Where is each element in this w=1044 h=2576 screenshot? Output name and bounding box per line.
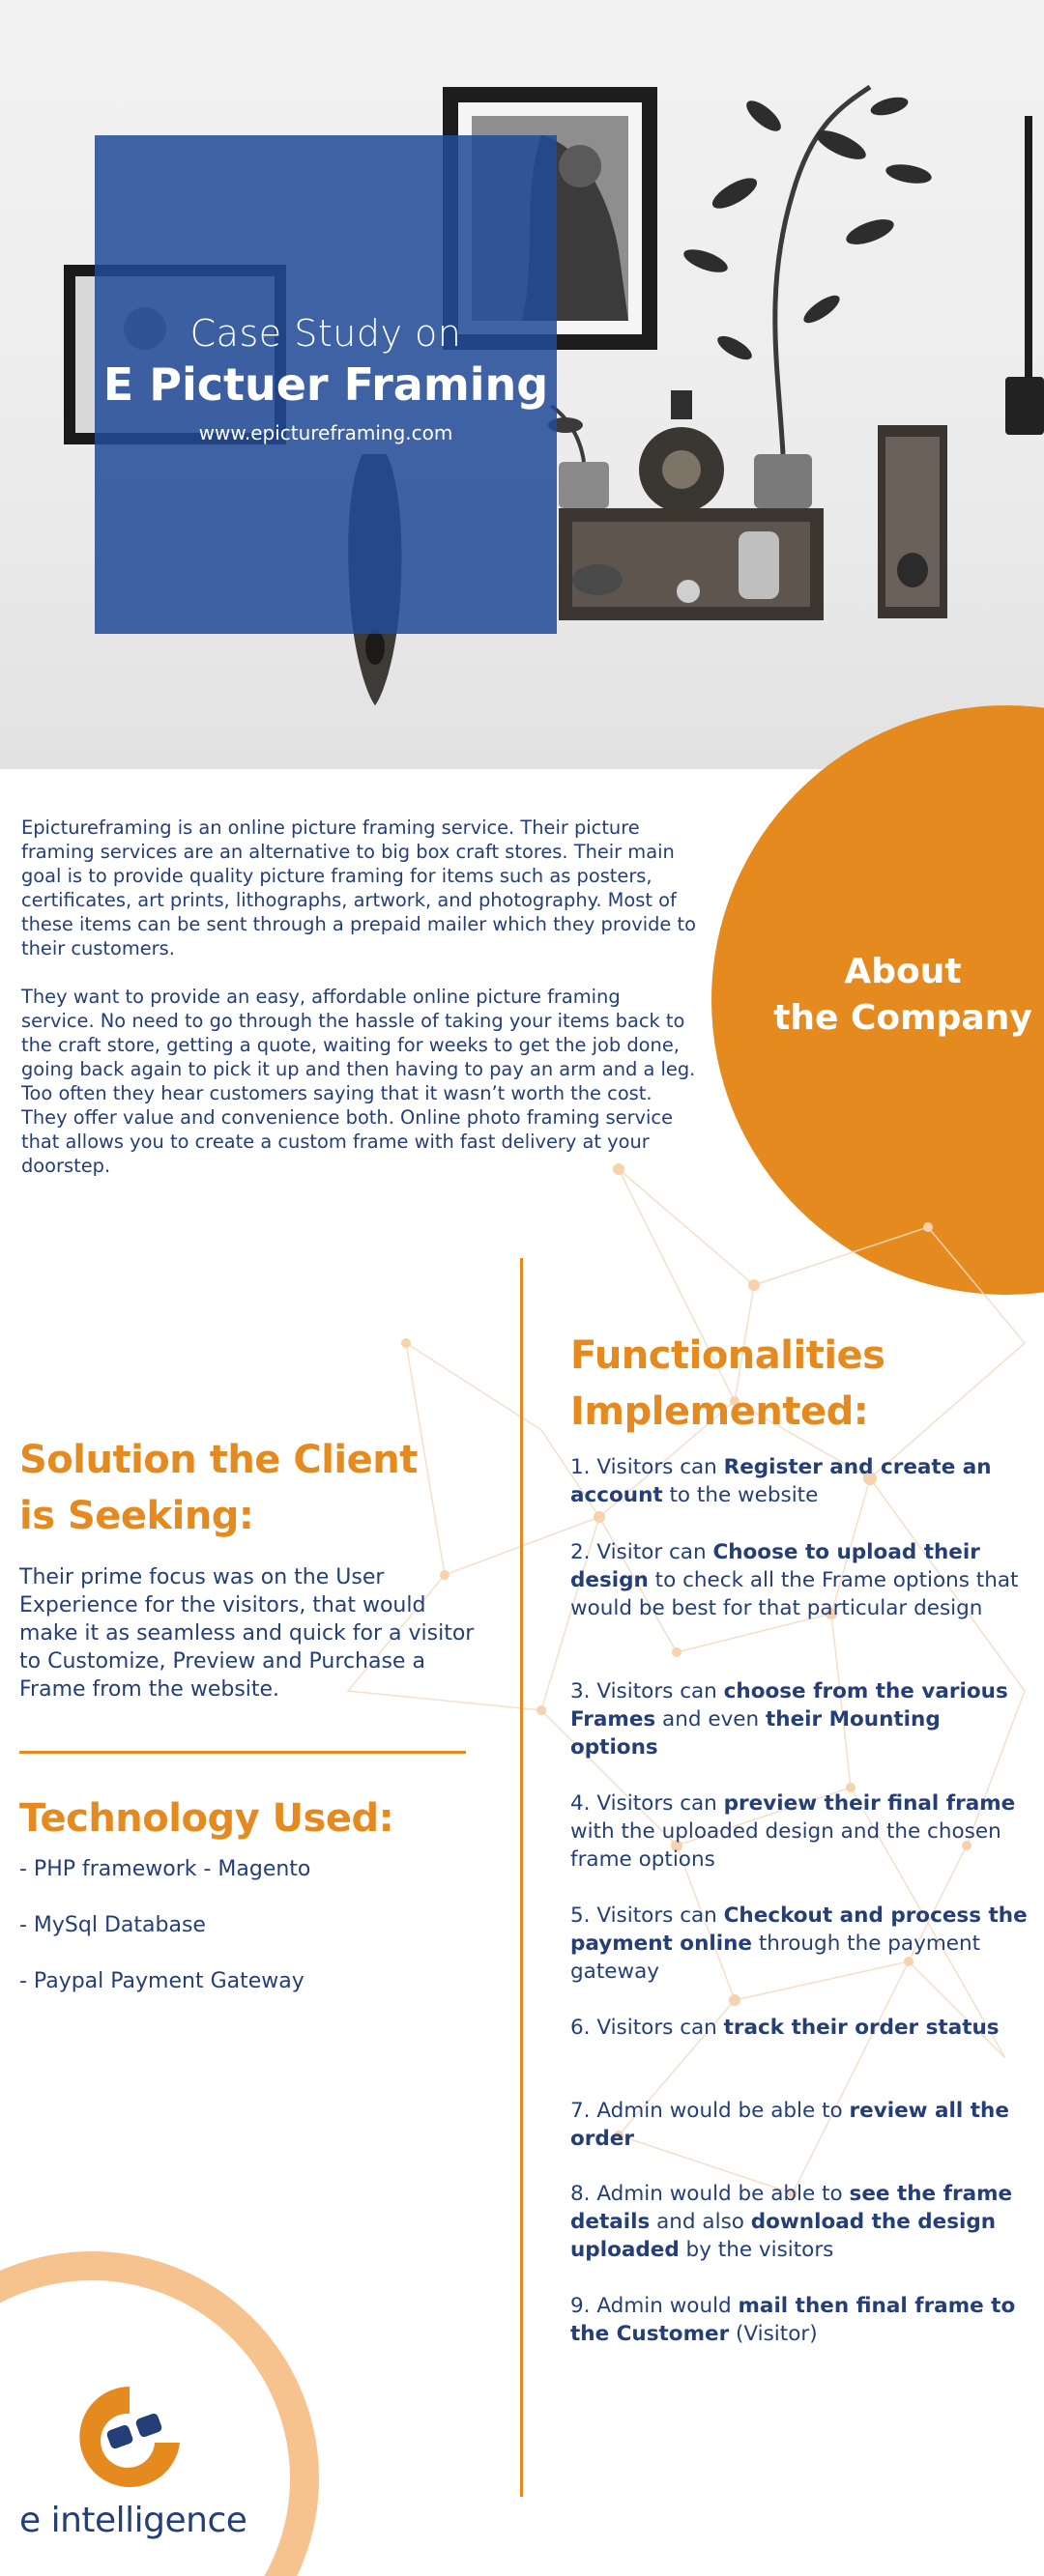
functionality-highlight: preview their final frame	[723, 1791, 1016, 1816]
about-heading	[762, 949, 1044, 1042]
functionality-text: and also	[650, 2210, 751, 2234]
functionality-text: to the website	[662, 1483, 819, 1507]
functionality-item	[570, 2014, 1034, 2042]
functionality-item	[570, 2180, 1034, 2264]
functionality-text: 3. Visitors can	[570, 1679, 724, 1703]
functionality-text: 8. Admin would be able to	[570, 2182, 850, 2206]
technology-item: - MySql Database	[19, 1913, 206, 1937]
decorative-vase	[639, 390, 724, 512]
about-paragraph-1: Epictureframing is an online picture framing service. Their picture framing services are an alternative to big box craft stores. Their main goal is to provide quality picture framing for items such as posters, certificates, art prints, lithographs, artwork, and photography. Most of these items can be sent through a prepaid mailer which they provide to their customers.	[21, 816, 696, 959]
solution-body: Their prime focus was on the User Experience for the visitors, that would make it as seamless and quick for a visitor to Customize, Preview and Purchase a Frame from the website.	[19, 1565, 475, 1702]
solution-heading-line1: Solution the Client	[19, 1438, 418, 1482]
functionality-highlight: mail then final frame to the Customer	[570, 2294, 1016, 2346]
solution-heading	[19, 1432, 503, 1544]
functionality-item	[570, 2292, 1034, 2348]
functionalities-heading-line2: Implemented:	[570, 1389, 869, 1434]
functionality-text: 5. Visitors can	[570, 1903, 724, 1928]
functionality-highlight: Register and create an account	[570, 1455, 992, 1507]
functionality-text: by the visitors	[679, 2238, 834, 2262]
wall-lamp	[1005, 116, 1044, 435]
functionality-highlight: track their order status	[723, 2016, 1000, 2040]
drawer-box	[878, 425, 947, 618]
functionality-highlight: choose from the various Frames	[570, 1679, 1008, 1732]
horizontal-divider	[19, 1751, 466, 1754]
hero-title: E Pictuer Framing	[102, 358, 549, 411]
functionality-highlight: Choose to upload their design	[570, 1540, 980, 1592]
functionality-text: (Visitor)	[729, 2322, 818, 2346]
logo-text: e intelligence	[19, 2501, 247, 2540]
functionality-text: and even	[655, 1707, 766, 1732]
functionality-text: 9. Admin would	[570, 2294, 739, 2318]
functionality-highlight: download the design uploaded	[570, 2210, 997, 2262]
functionality-highlight: review all the order	[570, 2099, 1009, 2151]
functionality-text: 7. Admin would be able to	[570, 2099, 850, 2123]
functionality-text: 4. Visitors can	[570, 1791, 724, 1816]
technology-heading: Technology Used:	[19, 1796, 394, 1841]
functionalities-heading-line1: Functionalities	[570, 1333, 885, 1378]
solution-heading-line2: is Seeking:	[19, 1494, 254, 1538]
functionalities-heading	[570, 1328, 1034, 1440]
hero-subtitle: Case Study on	[189, 312, 462, 355]
functionality-item	[570, 2097, 1034, 2153]
functionality-item	[570, 1789, 1034, 1874]
functionality-highlight: see the frame details	[570, 2182, 1013, 2234]
functionality-text: with the uploaded design and the chosen frame options	[570, 1819, 1001, 1872]
hero-url: www.epictureframing.com	[198, 421, 453, 444]
functionality-text: 6. Visitors can	[570, 2016, 724, 2040]
functionality-text: to check all the Frame options that would be best for that particular design	[570, 1568, 1019, 1620]
about-heading-line2: the Company	[773, 998, 1032, 1038]
functionality-text: 1. Visitors can	[570, 1455, 724, 1479]
technology-list	[19, 1855, 483, 2023]
functionality-item	[570, 1677, 1034, 1761]
small-pot	[548, 406, 609, 508]
hero-section	[0, 0, 1044, 769]
functionality-highlight: Checkout and process the payment online	[570, 1903, 1028, 1956]
functionality-item	[570, 1538, 1034, 1622]
functionality-item	[570, 1902, 1034, 1986]
vertical-divider	[520, 1258, 523, 2497]
about-heading-line1: About	[844, 952, 962, 991]
functionality-text: 2. Visitor can	[570, 1540, 713, 1564]
technology-item: - PHP framework - Magento	[19, 1857, 311, 1881]
functionality-highlight: their Mounting options	[570, 1707, 941, 1760]
technology-item: - Paypal Payment Gateway	[19, 1969, 304, 1993]
about-paragraph-2: They want to provide an easy, affordable online picture framing service. No need to go through the hassle of taking your items back to the craft store, getting a quote, waiting for weeks to get the job done, going back again to pick it up and then having to pay an arm and a leg. Too often they hear customers saying that it wasn’t worth the cost. They offer value and convenience both. Online photo framing service that allows you to create a custom frame with fast delivery at your doorstep.	[21, 986, 696, 1177]
e-intelligence-logo-icon	[70, 2379, 189, 2495]
functionality-text: through the payment gateway	[570, 1932, 981, 1984]
hero-title-block	[95, 311, 557, 444]
wooden-shelf	[559, 508, 824, 620]
functionality-item	[570, 1453, 1034, 1509]
